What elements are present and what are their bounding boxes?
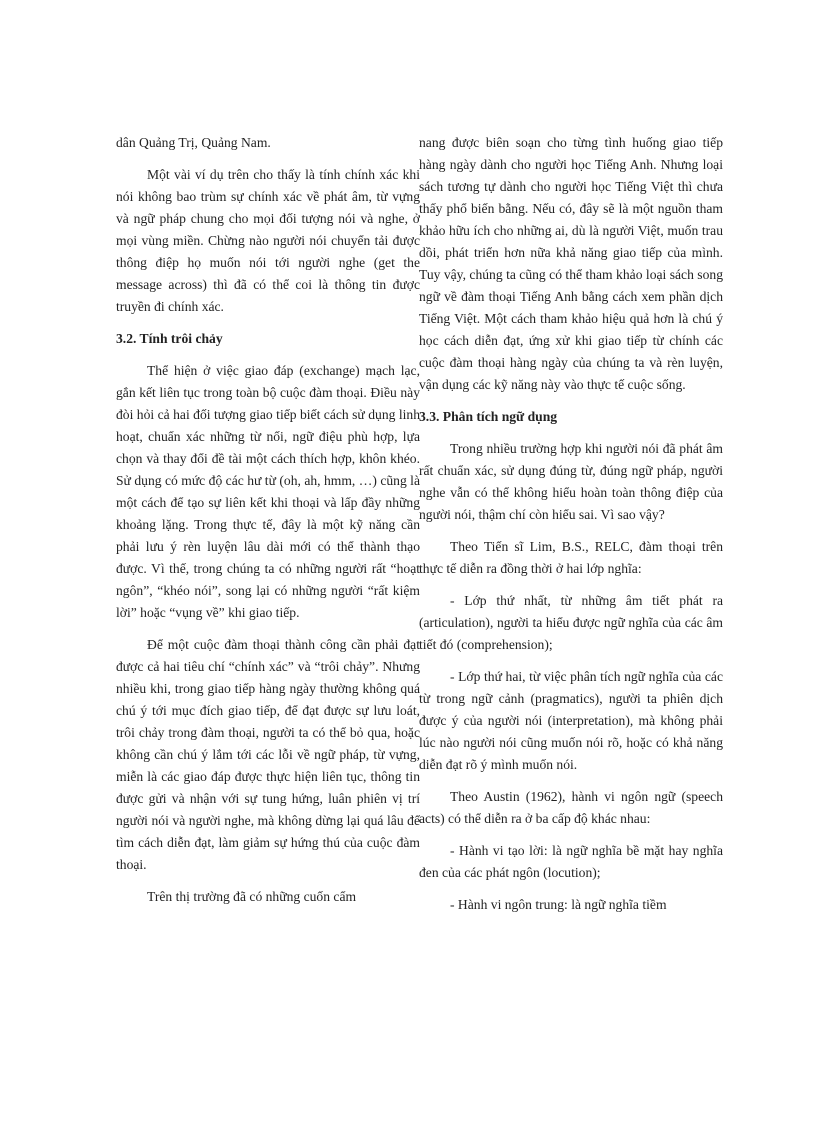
paragraph: Trong nhiều trường hợp khi người nói đã phát âm rất chuẩn xác, sử dụng đúng từ, đúng ngữ pháp, người nghe vẫn có thể không hiểu hoàn toàn thông điệp của người nói, thậm chí còn hiểu sai. Vì sao vậy? [419,441,723,522]
paragraph: - Lớp thứ nhất, từ những âm tiết phát ra (articulation), người ta hiểu được ngữ nghĩa của các âm tiết đó (comprehension); [419,593,723,652]
paragraph: Theo Austin (1962), hành vi ngôn ngữ (speech acts) có thể diễn ra ở ba cấp độ khác nhau: [419,789,723,826]
section-heading-3-3: 3.3. Phân tích ngữ dụng [419,409,558,424]
paragraph: Một vài ví dụ trên cho thấy là tính chính xác khi nói không bao trùm sự chính xác về phát âm, từ vựng và ngữ pháp chung cho mọi đối tượng nói và nghe, ở mọi vùng miền. Chừng nào người nói chuyển tải được thông điệp họ muốn nói tới người nghe (get the message across) thì đã có thể coi là thông tin được truyền đi chính xác. [116,167,420,314]
paragraph: Theo Tiến sĩ Lim, B.S., RELC, đàm thoại trên thực tế diễn ra đồng thời ở hai lớp nghĩa: [419,539,723,576]
paragraph: dân Quảng Trị, Quảng Nam. [116,135,271,150]
paragraph: - Hành vi ngôn trung: là ngữ nghĩa tiềm [450,897,667,912]
section-heading-3-2: 3.2. Tính trôi chảy [116,331,223,346]
paragraph: Trên thị trường đã có những cuốn cẩm [147,889,357,904]
right-column [419,132,723,926]
paragraph: Để một cuộc đàm thoại thành công cần phải đạt được cả hai tiêu chí “chính xác” và “trôi chảy”. Nhưng nhiều khi, trong giao tiếp hàng ngày thường không quá chú ý tới mục đích giao tiếp, để đạt được sự lưu loát, trôi chảy trong đàm thoại, người ta có thể bỏ qua, hoặc không cần chú ý lắm tới các lỗi về ngữ pháp, từ vựng, miễn là các giao đáp được thực hiện liên tục, thông tin được gửi và nhận với sự tung hứng, luân phiên vị trí người nói và người nghe, mà không dừng lại quá lâu để tìm cách diễn đạt, làm giảm sự hứng thú của cuộc đàm thoại. [116,637,420,872]
paragraph: Thể hiện ở việc giao đáp (exchange) mạch lạc, gắn kết liên tục trong toàn bộ cuộc đàm thoại. Điều này đòi hỏi cả hai đối tượng giao tiếp biết cách sử dụng linh hoạt, chuẩn xác những từ nối, ngữ điệu phù hợp, lựa chọn và thay đổi đề tài một cách thích hợp, khôn khéo. Sử dụng có mức độ các hư từ (oh, ah, hmm, …) cũng là một cách để tạo sự liên kết khi thoại và lấp đầy những khoảng lặng. Trong thực tế, đây là một kỹ năng cần phải lưu ý rèn luyện lâu dài mới có thể thành thạo được. Vì thế, trong chúng ta có những người rất “hoạt ngôn”, “khéo nói”, song lại có những người “rất kiệm lời” hoặc “vụng về” khi giao tiếp. [116,363,420,620]
left-column [116,132,420,918]
paragraph: nang được biên soạn cho từng tình huống giao tiếp hàng ngày dành cho người học Tiếng Anh. Nhưng loại sách tương tự dành cho người học Tiếng Việt thì chưa thấy phổ biến bằng. Nếu có, đây sẽ là một nguồn tham khảo hữu ích cho những ai, dù là người Việt, muốn trau dồi, phát triển hơn nữa khả năng giao tiếp của mình. Tuy vậy, chúng ta cũng có thể tham khảo loại sách song ngữ về đàm thoại Tiếng Anh bằng cách xem phần dịch Tiếng Việt. Một cách tham khảo hiệu quả hơn là chú ý học cách diễn đạt, ứng xử khi giao tiếp từ chính các cuộc đàm thoại hàng ngày của chúng ta và rèn luyện, vận dụng các kỹ năng này vào thực tế cuộc sống. [419,135,723,392]
paragraph: - Lớp thứ hai, từ việc phân tích ngữ nghĩa của các từ trong ngữ cảnh (pragmatics), người ta phiên dịch được ý của người nói (interpretation), mà không phải lúc nào người nói cũng muốn nói rõ, hoặc có khả năng diễn đạt rõ ý mình muốn nói. [419,669,723,772]
paragraph: - Hành vi tạo lời: là ngữ nghĩa bề mặt hay nghĩa đen của các phát ngôn (locution); [419,843,723,880]
